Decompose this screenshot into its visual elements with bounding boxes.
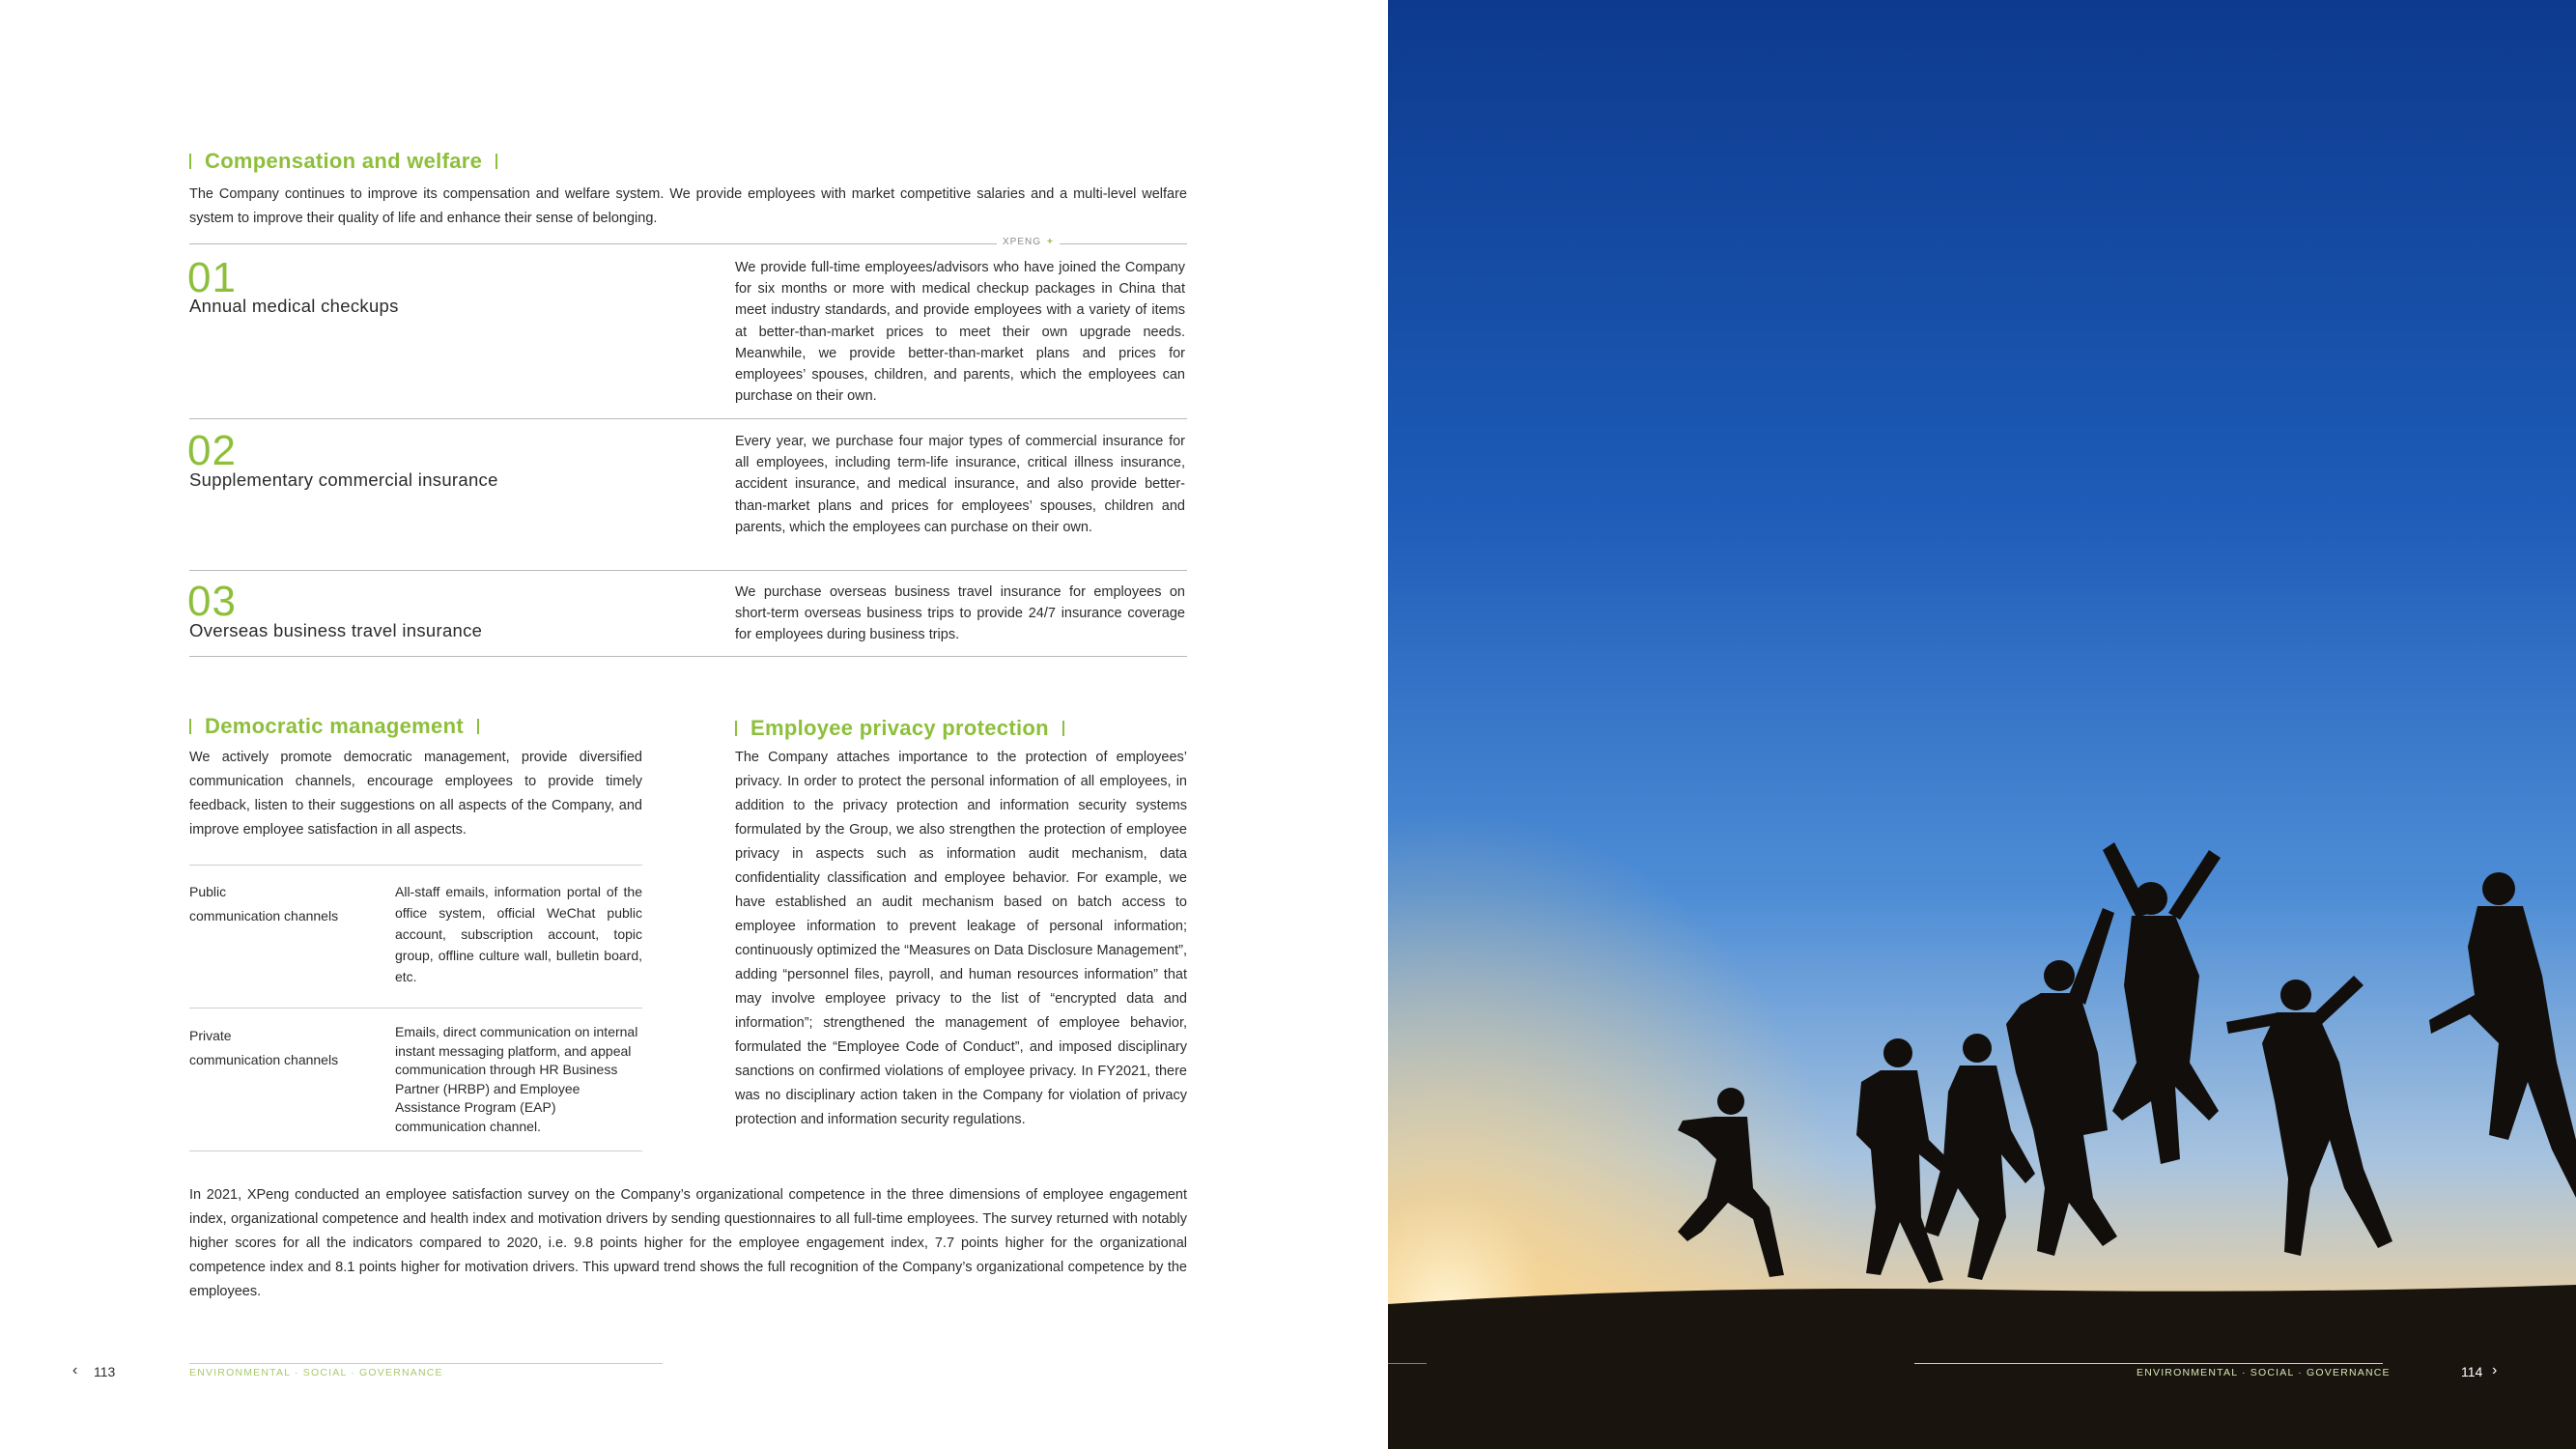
plus-icon: + — [1047, 237, 1054, 247]
footer-line-left — [189, 1363, 663, 1364]
footer-line-right-extend — [1914, 1363, 2383, 1364]
item-description: We purchase overseas business travel insurance for employees on short-term overseas business trips to provide 24/7 insurance coverage for employees during business trips. — [735, 584, 1185, 643]
compensation-heading — [189, 149, 497, 174]
item-title: Overseas business travel insurance — [189, 620, 483, 640]
silhouette-photo — [1388, 0, 2576, 1449]
item-divider — [189, 656, 1187, 657]
chevron-right-icon[interactable]: › — [2492, 1362, 2498, 1378]
channel-label-line1: Private — [189, 1028, 232, 1043]
item-title: Annual medical checkups — [189, 296, 399, 316]
channel-divider — [189, 1008, 642, 1009]
chevron-left-icon[interactable]: ‹ — [72, 1362, 78, 1378]
channel-label-line2: communication channels — [189, 908, 339, 923]
channel-description: All-staff emails, information portal of the office system, official WeChat public account, subscription account, topic group, offline culture wall, bulletin board, etc. — [395, 884, 642, 984]
item-divider — [189, 570, 1187, 571]
compensation-title: Compensation and welfare — [205, 149, 483, 173]
democratic-intro: We actively promote democratic management, provide diversified communication channels, encourage employees to provide timely feedback, listen to their suggestions on all aspects of the Company, and improve employee satisfaction in all aspects. — [189, 750, 642, 838]
photo-illustration — [1388, 0, 2576, 1449]
democratic-title: Democratic management — [205, 714, 464, 738]
item-number: 03 — [187, 578, 237, 625]
item-divider — [189, 418, 1187, 419]
privacy-title: Employee privacy protection — [750, 716, 1049, 740]
democratic-heading — [189, 714, 479, 739]
privacy-heading — [735, 716, 1064, 741]
item-title: Supplementary commercial insurance — [189, 469, 498, 490]
compensation-intro: The Company continues to improve its compensation and welfare system. We provide employees with market competitive salaries and a multi-level welfare system to improve their quality of life and enhance their sense of belonging. — [189, 186, 1187, 226]
page-number-right: 114 — [2461, 1364, 2483, 1379]
item-number: 02 — [187, 427, 237, 474]
item-description: Every year, we purchase four major types of commercial insurance for all employees, including term-life insurance, critical illness insurance, accident insurance, and medical insurance, and also provide better-than-market plans and prices for employees’ spouses, children and parents, which the employees can purchase on their own. — [735, 434, 1185, 535]
privacy-body: The Company attaches importance to the protection of employees’ privacy. In order to protect the personal information of all employees, in addition to the privacy protection and information security systems formulated by the Group, we also strengthen the protection of employee privacy in aspects such as information audit mechanism, data confidentiality classification and employee behavior. For example, we have established an audit mechanism based on batch access to employee information to prevent leakage of personal information; continuously optimized the “Measures on Data Disclosure Management”, adding “personnel files, payroll, and human resources information” that may involve employee privacy to the list of “encrypted data and information”; strengthened the management of employee behavior, formulated the “Employee Code of Conduct”, and imposed disciplinary sanctions on confirmed violations of employee privacy. In FY2021, there was no disciplinary action taken in the Company for violation of privacy protection and information security regulations. — [735, 750, 1187, 1127]
channel-label — [189, 880, 338, 928]
channel-divider — [189, 865, 642, 866]
item-description: We provide full-time employees/advisors who have joined the Company for six months or more with medical checkup packages in China that meet industry standards, and provide employees with a variety of items at better-than-market prices to meet their own upgrade needs. Meanwhile, we provide better-than-market plans and prices for employees’ spouses, children, and parents, which the employees can purchase on their own. — [735, 260, 1185, 405]
item-number: 01 — [187, 254, 237, 301]
footer-line-right — [1388, 1363, 1427, 1364]
channel-label — [189, 1024, 338, 1072]
brand-mark — [997, 237, 1060, 247]
brand-name: XPENG — [1003, 237, 1042, 247]
footer-section-right: ENVIRONMENTAL · SOCIAL · GOVERNANCE — [2137, 1367, 2391, 1378]
page-number-left: 113 — [94, 1364, 116, 1379]
survey-paragraph: In 2021, XPeng conducted an employee satisfaction survey on the Company’s organizational competence in the three dimensions of employee engagement index, organizational competence and health index and motivation drivers by sending questionnaires to all full-time employees. The survey returned with notably higher scores for all the indicators compared to 2020, i.e. 9.8 points higher for the employee engagement index, 7.7 points higher for the organizational competence index and 8.1 points higher for motivation drivers. This upward trend shows the full recognition of the Company’s organizational competence by the employees. — [189, 1187, 1187, 1299]
footer-section-left: ENVIRONMENTAL · SOCIAL · GOVERNANCE — [189, 1367, 443, 1378]
channel-label-line1: Public — [189, 884, 227, 899]
channel-label-line2: communication channels — [189, 1052, 339, 1067]
channel-description: Emails, direct communication on internal instant messaging platform, and appeal communication through HR Business Partner (HRBP) and Employee Assistance Program (EAP) communication channel. — [395, 1024, 638, 1134]
